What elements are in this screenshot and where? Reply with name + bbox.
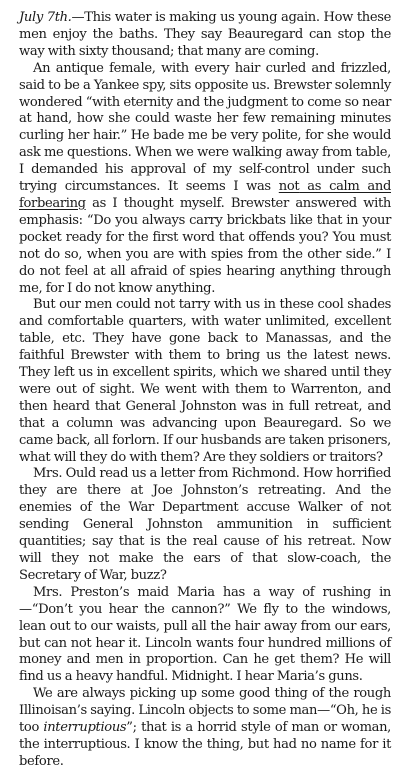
paragraph-2-text-a: An antique female, with every hair curled and frizzled, said to be a Yankee spy, sits opposite us. Brewster solemnly wondered “with eternity and the judgment to come so near at hand, how she could waste her few remaining minutes curling her hair.” He bade me be very polite, for she would ask me questions. When we were walking away from table, I demanded his approval of my self-control under such trying circumstances. It seems I was — [19, 60, 391, 195]
paragraph-6-text-b: ”; that is a horrid style of man or woman, the interruptious. I know the thing, but had no name for it before. — [19, 720, 391, 769]
paragraph-3 — [19, 297, 391, 466]
document-page — [19, 10, 391, 771]
paragraph-1 — [19, 10, 391, 61]
italic-word-interruptious: interruptious — [43, 720, 127, 736]
underlined-word-not: not — [278, 179, 300, 195]
paragraph-5 — [19, 585, 391, 686]
paragraph-2-text-c: as I thought myself. Brewster answered with emphasis: “Do you always carry brickbats like that in your pocket ready for the first word that offends you? You must not do so, when you are with spies from the other side.” I do not feel at all afraid of spies hearing anything through me, for I do not know anything. — [19, 195, 391, 296]
paragraph-6 — [19, 686, 391, 771]
paragraph-2 — [19, 61, 391, 298]
paragraph-1-text: —This water is making us young again. How these men enjoy the baths. They say Beauregard can stop the way with sixty thousand; that many are coming. — [19, 10, 391, 59]
paragraph-4 — [19, 466, 391, 584]
paragraph-5-text: Mrs. Preston’s maid Maria has a way of rushing in—“Don’t you hear the cannon?” We fly to the windows, lean out to our waists, pull all the hair away from our ears, but can not hear it. Lincoln wants four hundred millions of money and men in proportion. Can he get them? He will find us a heavy handful. Midnight. I hear Maria’s guns. — [19, 584, 391, 685]
paragraph-2-text-b: as calm and — [299, 179, 391, 195]
paragraph-3-text: But our men could not tarry with us in these cool shades and comfortable quarters, with water unlimited, excellent table, etc. They have gone back to Manassas, and the faithful Brewster with them to bring us the latest news. They left us in excellent spirits, which we shared until they were out of sight. We went with them to Warrenton, and then heard that General Johnston was in full retreat, and that a column was advancing upon Beauregard. So we came back, all forlorn. If our husbands are taken prisoners, what will they do with them? Are they soldiers or traitors? — [19, 297, 391, 465]
paragraph-6-text-a: We are always picking up some good thing of the rough Illinoisan’s saying. Lincoln objects to some man—“Oh, he is too — [19, 686, 391, 736]
paragraph-4-text: Mrs. Ould read us a letter from Richmond. How horrified they are there at Joe Johnston’s retreating. And the enemies of the War Department accuse Walker of not sending General Johnston ammunition in sufficient quantities; say that is the real cause of his retreat. Now will they not make the ears of that slow-coach, the Secretary of War, buzz? — [19, 466, 391, 583]
underlined-word-forbearing: forbearing — [19, 195, 86, 211]
entry-date: July 7th. — [19, 10, 72, 25]
